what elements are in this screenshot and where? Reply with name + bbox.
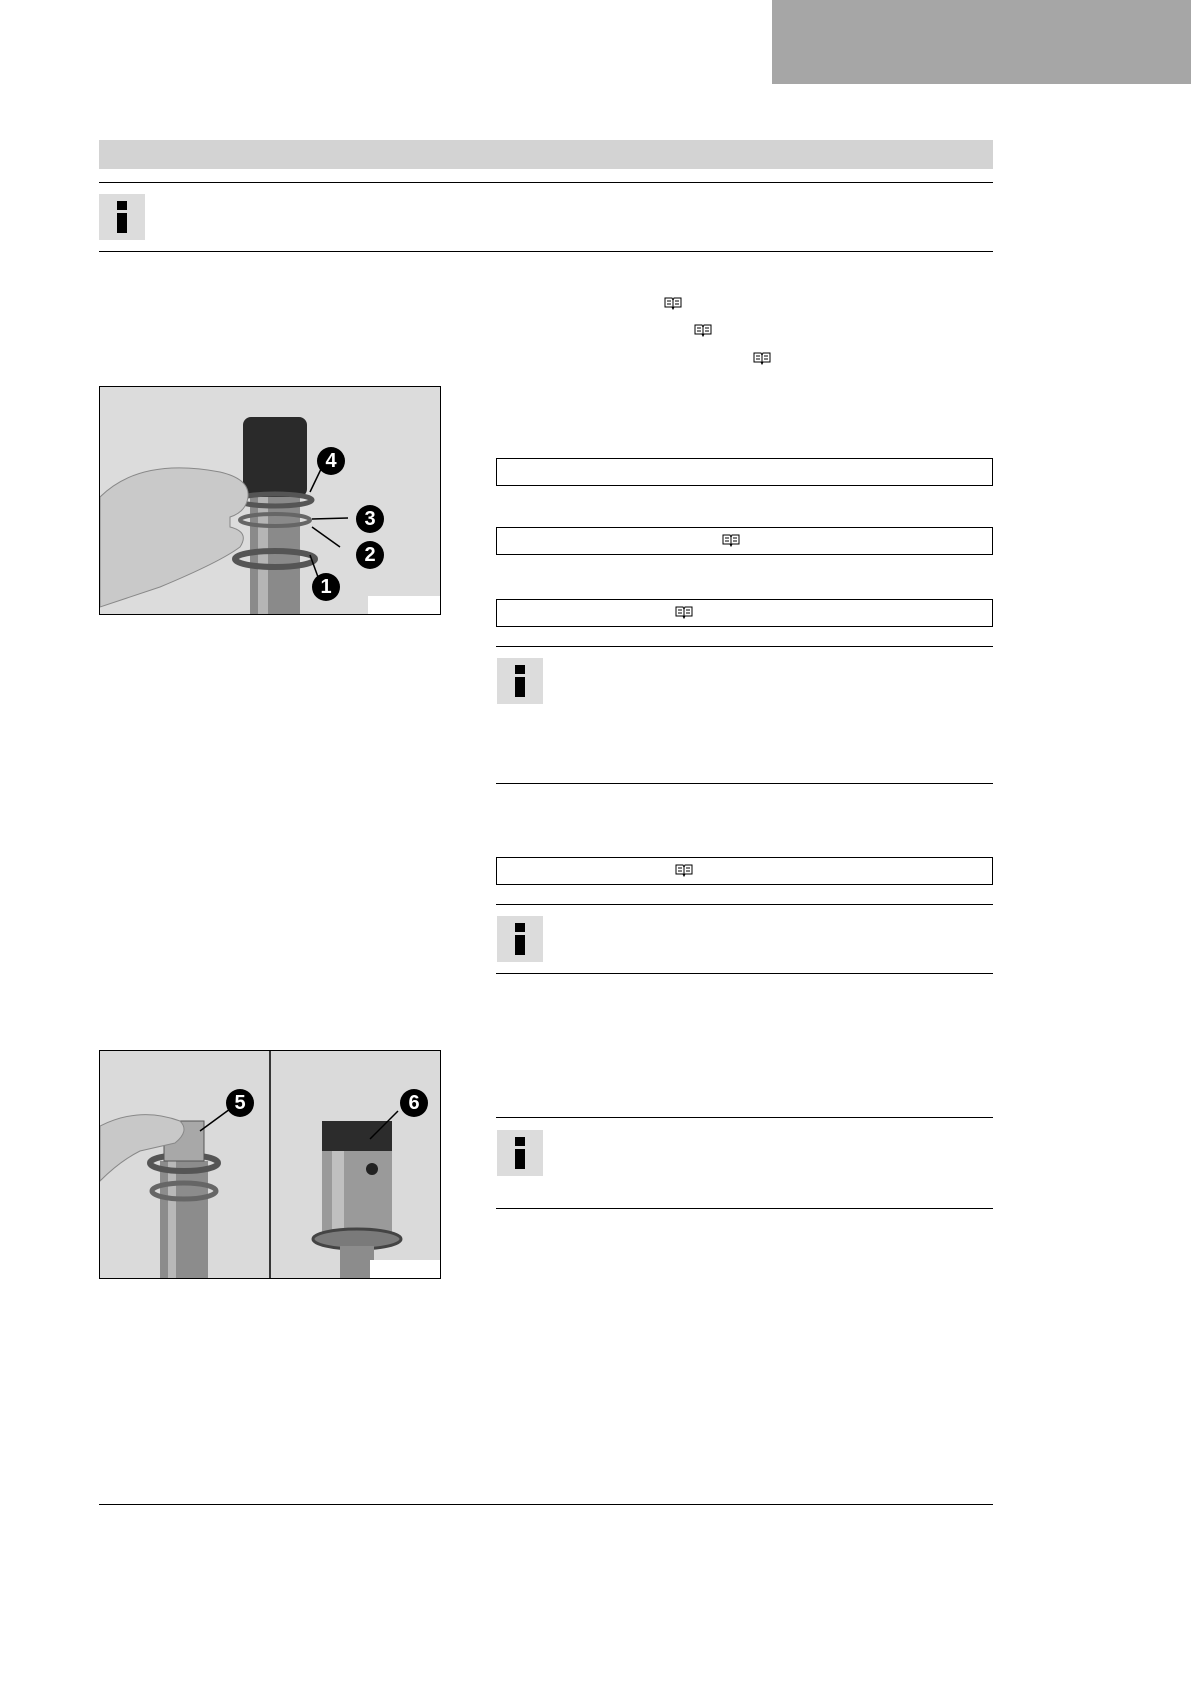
callout-3: 3: [356, 505, 384, 533]
spec-box: [496, 458, 993, 486]
figure-fork-seals: [99, 386, 441, 615]
note-bottom-rule: [496, 973, 993, 974]
note-bottom-rule: [496, 1208, 993, 1209]
note-bottom-rule: [99, 251, 993, 252]
note-bottom-rule: [496, 783, 993, 784]
info-icon: [99, 194, 145, 240]
callout-1: 1: [312, 573, 340, 601]
note-top-rule: [99, 182, 993, 183]
callout-5: 5: [226, 1089, 254, 1117]
note-top-rule: [496, 904, 993, 905]
book-reference-icon[interactable]: [675, 605, 693, 619]
info-icon: [497, 1130, 543, 1176]
spec-box: [496, 857, 993, 885]
callout-2: 2: [356, 541, 384, 569]
footer-rule: [99, 1504, 993, 1505]
note-top-rule: [496, 1117, 993, 1118]
figure-id-box: [368, 596, 440, 614]
callout-6: 6: [400, 1089, 428, 1117]
figure-id-box: [370, 1260, 440, 1278]
note-top-rule: [496, 646, 993, 647]
spec-box: [496, 527, 993, 555]
book-reference-icon[interactable]: [694, 323, 712, 337]
section-title-bar: [99, 140, 993, 169]
info-icon: [497, 658, 543, 704]
book-reference-icon[interactable]: [753, 351, 771, 365]
chapter-tab: [772, 0, 1191, 84]
figure-guide-bushings: [99, 1050, 441, 1279]
callout-4: 4: [317, 447, 345, 475]
book-reference-icon[interactable]: [664, 296, 682, 310]
book-reference-icon[interactable]: [722, 533, 740, 547]
book-reference-icon[interactable]: [675, 863, 693, 877]
info-icon: [497, 916, 543, 962]
spec-box: [496, 599, 993, 627]
